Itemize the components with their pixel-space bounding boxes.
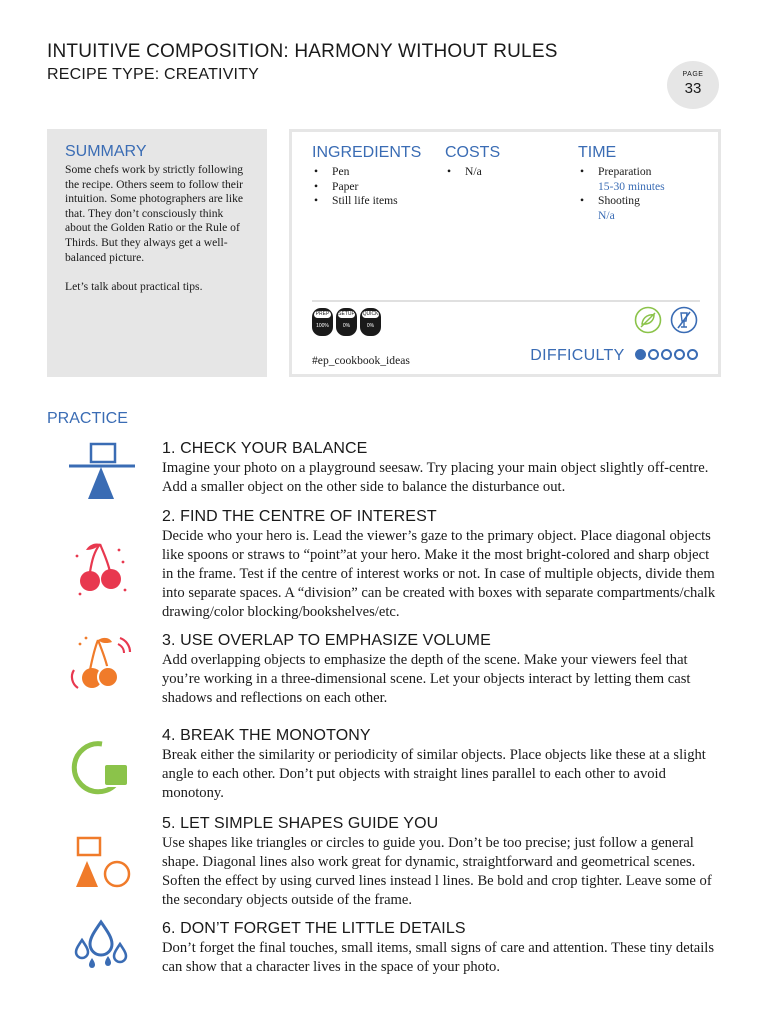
- costs-column: [445, 144, 500, 180]
- item-title: 3. USE OVERLAP TO EMPHASIZE VOLUME: [162, 632, 491, 649]
- list-item: • Paper: [312, 180, 421, 195]
- recipe-type: RECIPE TYPE: CREATIVITY: [47, 66, 260, 83]
- item-title: 4. BREAK THE MONOTONY: [162, 727, 371, 744]
- cherries-icon: [64, 538, 138, 602]
- item-body: Imagine your photo on a playground seesaw. Try placing your main object slightly off-centre. Add a smaller object on the other side to balance the disturbance out.: [162, 460, 709, 495]
- summary-text: Some chefs work by strictly following the recipe. Others seem to follow their intuition. Some photographers are like that. They don’t consciously think about the Golden Ratio or the Rule of Thirds. But they always get a well-balanced picture.: [65, 163, 244, 264]
- item-body: Use shapes like triangles or circles to guide you. Don’t be too precise; just follow a general shape. Diagonal lines also work great for dynamic, straightforward and geometrical scenes. Soften the effect by using curved lines instead l lines. Be bold and crop tighter. Leave some of the secondary objects outside of the frame.: [162, 835, 712, 908]
- no-alcohol-icon: [670, 306, 698, 334]
- diet-icons: [626, 306, 698, 334]
- list-item: • Still life items: [312, 194, 421, 209]
- droplets-icon: [64, 918, 138, 982]
- divider: [312, 300, 700, 302]
- page-number: 33: [684, 80, 702, 97]
- costs-heading: COSTS: [445, 144, 501, 161]
- item-title: 6. DON’T FORGET THE LITTLE DETAILS: [162, 920, 466, 937]
- summary-heading: SUMMARY: [65, 143, 147, 160]
- item-body: Don’t forget the final touches, small items, small signs of care and attention. These tiny details can show that a character lives in the space of your photo.: [162, 940, 715, 975]
- list-item: • N/a: [445, 165, 500, 180]
- time-column: [578, 144, 665, 223]
- broken-circle-icon: [64, 736, 138, 800]
- summary-tip: Let’s talk about practical tips.: [65, 280, 203, 294]
- hashtag: #ep_cookbook_ideas: [312, 354, 410, 367]
- item-title: 5. LET SIMPLE SHAPES GUIDE YOU: [162, 815, 439, 832]
- page-title: INTUITIVE COMPOSITION: HARMONY WITHOUT RULES: [47, 41, 558, 62]
- setup-badge: SETUP 0%: [336, 308, 357, 336]
- quick-badge: QUICK 0%: [360, 308, 381, 336]
- overlapping-cherries-icon: [64, 630, 138, 694]
- practice-heading: PRACTICE: [47, 410, 128, 427]
- time-heading: TIME: [578, 144, 617, 161]
- summary-panel: [47, 129, 267, 377]
- difficulty-rating: [530, 347, 700, 365]
- list-item: • Pen: [312, 165, 421, 180]
- recipe-info-panel: [289, 129, 721, 377]
- time-value: N/a: [598, 208, 615, 222]
- item-body: Decide who your hero is. Lead the viewer’s gaze to the primary object. Place diagonal objects like spoons or straws to “point”at your hero. Make it the most bright-colored and sharp object in the frame. Test if the centre of interest works or not. In case of multiple objects, divide them into separate spaces. A “division” can be created with boxes with separate compartments/chalk drawing/color blocking/bookshelves/etc.: [162, 528, 716, 620]
- difficulty-dot-empty: [674, 349, 685, 360]
- seesaw-balance-icon: [64, 440, 138, 504]
- ingredients-column: [312, 144, 421, 209]
- prep-badge: PREP 100%: [312, 308, 333, 336]
- difficulty-dots: [635, 347, 700, 365]
- time-label: Preparation: [598, 165, 652, 178]
- difficulty-dot-empty: [687, 349, 698, 360]
- vegan-icon: [634, 306, 662, 334]
- page-label: PAGE: [682, 71, 704, 78]
- time-value: 15-30 minutes: [598, 179, 665, 193]
- difficulty-dot-empty: [661, 349, 672, 360]
- difficulty-dot-empty: [648, 349, 659, 360]
- item-title: 1. CHECK YOUR BALANCE: [162, 440, 368, 457]
- ingredients-heading: INGREDIENTS: [312, 144, 422, 161]
- badge-row: [312, 308, 384, 336]
- list-item: [578, 165, 665, 194]
- item-body: Break either the similarity or periodicity of similar objects. Place objects like these at a slight angle to each other. Don’t put objects with straight lines parallel to each other to avoid monotony.: [162, 747, 706, 801]
- item-title: 2. FIND THE CENTRE OF INTEREST: [162, 508, 437, 525]
- difficulty-dot-filled: [635, 349, 646, 360]
- time-label: Shooting: [598, 194, 640, 207]
- list-item: [578, 194, 665, 223]
- simple-shapes-icon: [64, 832, 138, 896]
- difficulty-label: DIFFICULTY: [530, 347, 625, 364]
- item-body: Add overlapping objects to emphasize the depth of the scene. Make your viewers feel that you’re working in a three-dimensional scene. Let your objects interact by letting them cast shadows and reflections on each other.: [162, 652, 691, 706]
- page-badge: [667, 61, 719, 109]
